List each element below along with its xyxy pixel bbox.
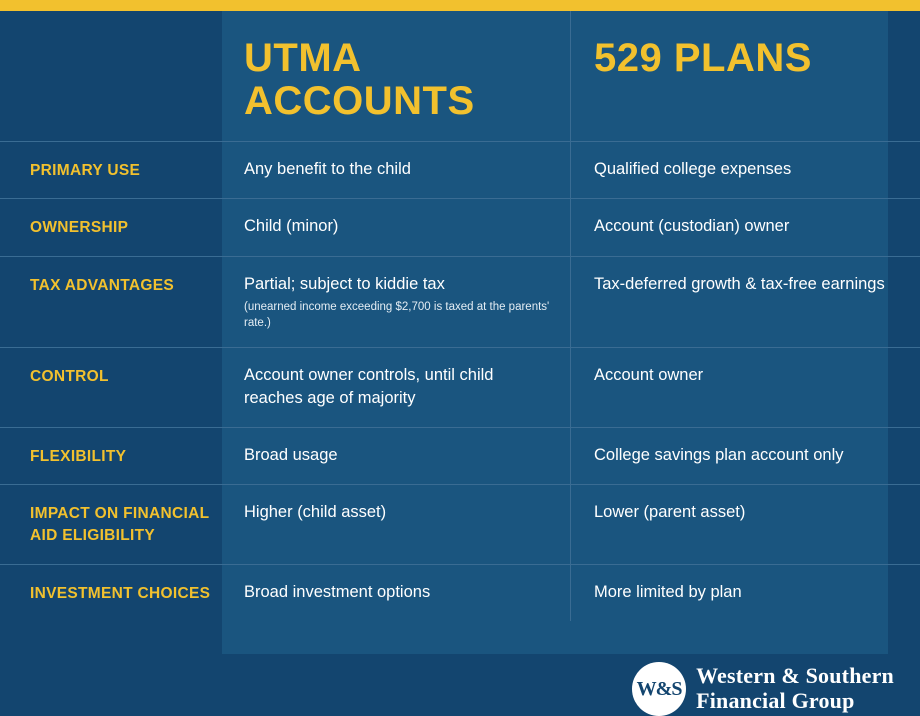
row-label-cell bbox=[0, 142, 222, 198]
column-divider bbox=[570, 565, 571, 621]
row-label-cell bbox=[0, 565, 222, 621]
header-title-utma: UTMA ACCOUNTS bbox=[244, 36, 475, 124]
table-row bbox=[0, 198, 920, 255]
row-label: FLEXIBILITY bbox=[30, 447, 127, 465]
table-header-row bbox=[0, 11, 920, 141]
logo-monogram-text: W&S bbox=[636, 677, 682, 700]
row-cell-529 bbox=[570, 257, 920, 312]
cell-value: Account (custodian) owner bbox=[594, 217, 790, 236]
column-divider bbox=[570, 199, 571, 255]
row-label-cell bbox=[0, 348, 222, 404]
logo-line-1: Western & Southern bbox=[696, 663, 894, 689]
cell-value: Lower (parent asset) bbox=[594, 503, 746, 522]
table-row bbox=[0, 256, 920, 347]
company-logo bbox=[632, 662, 894, 716]
row-cell-529 bbox=[570, 142, 920, 197]
row-cell-529 bbox=[570, 199, 920, 254]
header-cell-529 bbox=[570, 11, 920, 80]
cell-value: Higher (child asset) bbox=[244, 503, 387, 522]
cell-value: Child (minor) bbox=[244, 217, 339, 236]
cell-value: Tax-deferred growth & tax-free earnings bbox=[594, 274, 885, 293]
logo-wordmark bbox=[696, 664, 894, 713]
cell-value: Broad usage bbox=[244, 445, 338, 464]
cell-value: Partial; subject to kiddie tax bbox=[244, 274, 445, 293]
cell-value: More limited by plan bbox=[594, 582, 742, 601]
table-row bbox=[0, 141, 920, 198]
row-cell-utma bbox=[222, 348, 570, 427]
row-cell-529 bbox=[570, 348, 920, 403]
table-row bbox=[0, 564, 920, 621]
row-cell-utma bbox=[222, 485, 570, 540]
logo-monogram-icon bbox=[632, 662, 686, 716]
row-label: PRIMARY USE bbox=[30, 162, 141, 179]
footer bbox=[0, 654, 920, 713]
header-title-529: 529 PLANS bbox=[594, 36, 812, 80]
cell-footnote: (unearned income exceeding $2,700 is taxed at the parents' rate.) bbox=[244, 301, 550, 329]
row-cell-utma bbox=[222, 257, 570, 347]
row-cell-529 bbox=[570, 485, 920, 540]
comparison-table bbox=[0, 11, 920, 621]
logo-line-2: Financial Group bbox=[696, 688, 855, 713]
column-divider bbox=[570, 485, 571, 564]
cell-value: Account owner controls, until child reaches age of majority bbox=[244, 365, 494, 408]
row-label-cell bbox=[0, 485, 222, 564]
row-cell-utma bbox=[222, 142, 570, 197]
row-cell-utma bbox=[222, 428, 570, 483]
column-divider bbox=[570, 348, 571, 427]
top-accent-bar bbox=[0, 0, 920, 11]
row-label: IMPACT ON FINANCIAL AID ELIGIBILITY bbox=[30, 505, 210, 545]
row-label-cell bbox=[0, 199, 222, 255]
cell-value: Qualified college expenses bbox=[594, 160, 792, 178]
cell-value: Any benefit to the child bbox=[244, 160, 411, 178]
row-label-cell bbox=[0, 428, 222, 484]
table-row bbox=[0, 427, 920, 484]
cell-value: College savings plan account only bbox=[594, 445, 844, 464]
row-cell-utma bbox=[222, 565, 570, 620]
table-row bbox=[0, 484, 920, 564]
row-cell-529 bbox=[570, 428, 920, 483]
column-divider bbox=[570, 428, 571, 484]
row-cell-utma bbox=[222, 199, 570, 254]
row-label-cell bbox=[0, 257, 222, 313]
header-cell-utma bbox=[222, 11, 570, 123]
row-cell-529 bbox=[570, 565, 920, 620]
column-divider bbox=[570, 257, 571, 347]
cell-value: Account owner bbox=[594, 365, 704, 384]
row-label: OWNERSHIP bbox=[30, 219, 129, 237]
row-label: TAX ADVANTAGES bbox=[30, 276, 174, 294]
table-row bbox=[0, 347, 920, 427]
row-label: INVESTMENT CHOICES bbox=[30, 584, 211, 602]
column-divider bbox=[570, 142, 571, 198]
row-label: CONTROL bbox=[30, 367, 109, 385]
cell-value: Broad investment options bbox=[244, 582, 431, 601]
